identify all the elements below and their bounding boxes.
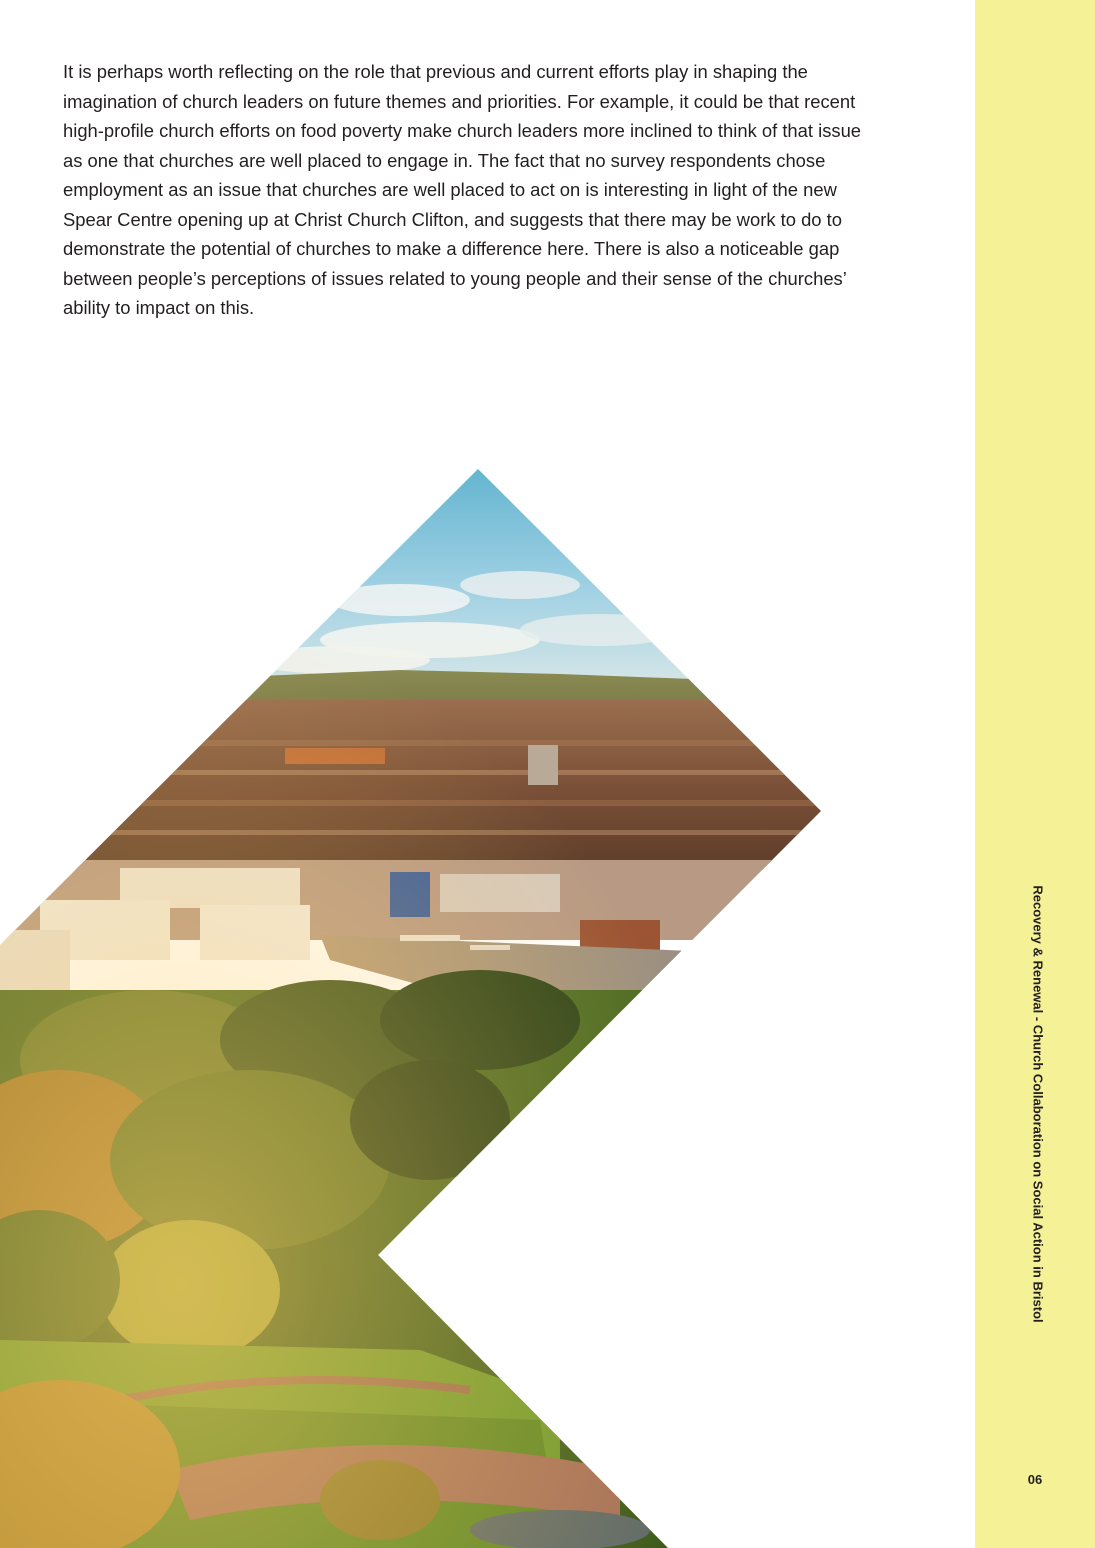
page-number: 06 [1027, 1472, 1043, 1487]
body-paragraph: It is perhaps worth reflecting on the role that previous and current efforts play in shaping the imagination of church leaders on future themes and priorities. For example, it could be that recent high-profile church efforts on food poverty make church leaders more inclined to think of that issue as one that churches are well placed to engage in. The fact that no survey respondents chose employment as an issue that churches are well placed to act on is interesting in light of the new Spear Centre opening up at Christ Church Clifton, and suggests that there may be work to do to demonstrate the potential of churches to make a difference here. There is also a noticeable gap between people’s perceptions of issues related to young people and their sense of the churches’ ability to impact on this. [63, 61, 862, 318]
sidebar-title: Recovery & Renewal - Church Collaboration on Social Action in Bristol [1030, 885, 1046, 1323]
